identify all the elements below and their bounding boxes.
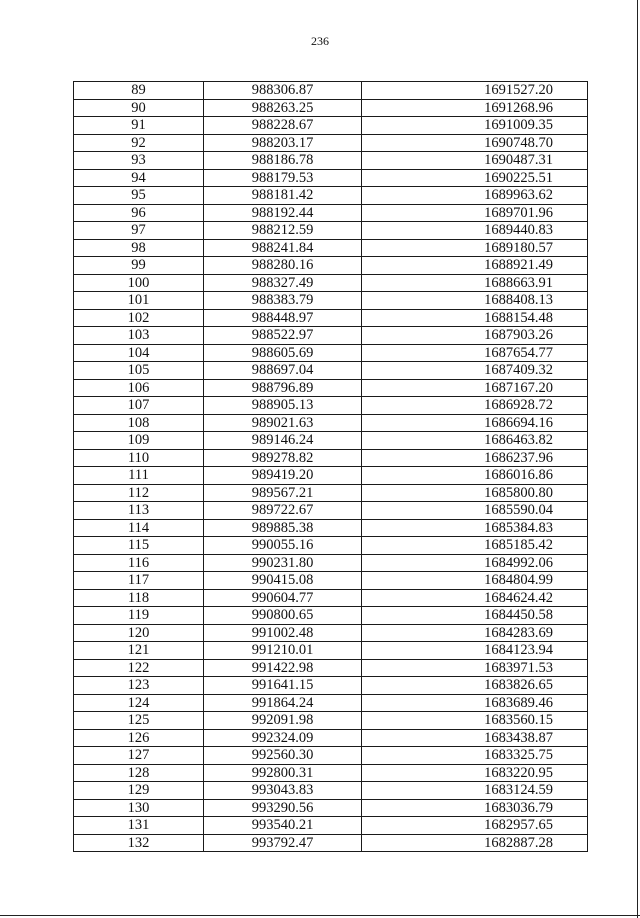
coordinate-y-cell: 1688408.13 [362, 292, 588, 310]
coordinate-x-cell: 990800.65 [204, 607, 362, 625]
coordinate-x-cell: 990231.80 [204, 554, 362, 572]
table-row [74, 729, 588, 747]
coordinate-y-cell: 1684283.69 [362, 624, 588, 642]
coordinate-x-cell: 991864.24 [204, 694, 362, 712]
table-row [74, 449, 588, 467]
table-row [74, 432, 588, 450]
point-number-cell: 127 [74, 747, 204, 765]
coordinate-x-cell: 989021.63 [204, 414, 362, 432]
table-row [74, 414, 588, 432]
coordinate-y-cell: 1685800.80 [362, 484, 588, 502]
coordinate-x-cell: 989146.24 [204, 432, 362, 450]
coordinate-y-cell: 1682957.65 [362, 817, 588, 835]
table-row [74, 764, 588, 782]
point-number-cell: 125 [74, 712, 204, 730]
point-number-cell: 122 [74, 659, 204, 677]
coordinate-y-cell: 1690748.70 [362, 134, 588, 152]
coordinate-y-cell: 1686016.86 [362, 467, 588, 485]
coordinate-y-cell: 1682887.28 [362, 834, 588, 852]
point-number-cell: 128 [74, 764, 204, 782]
table-row [74, 82, 588, 100]
table-row [74, 362, 588, 380]
point-number-cell: 95 [74, 187, 204, 205]
table-row [74, 344, 588, 362]
coordinate-y-cell: 1683325.75 [362, 747, 588, 765]
point-number-cell: 123 [74, 677, 204, 695]
table-row [74, 397, 588, 415]
coordinate-y-cell: 1685590.04 [362, 502, 588, 520]
table-row [74, 239, 588, 257]
table-row [74, 502, 588, 520]
point-number-cell: 114 [74, 519, 204, 537]
coordinate-x-cell: 990604.77 [204, 589, 362, 607]
point-number-cell: 99 [74, 257, 204, 275]
table-row [74, 642, 588, 660]
coordinate-y-cell: 1688663.91 [362, 274, 588, 292]
coordinate-x-cell: 992091.98 [204, 712, 362, 730]
coordinate-x-cell: 988241.84 [204, 239, 362, 257]
point-number-cell: 111 [74, 467, 204, 485]
point-number-cell: 94 [74, 169, 204, 187]
point-number-cell: 101 [74, 292, 204, 310]
point-number-cell: 98 [74, 239, 204, 257]
coordinate-y-cell: 1683971.53 [362, 659, 588, 677]
point-number-cell: 126 [74, 729, 204, 747]
coordinate-y-cell: 1691009.35 [362, 117, 588, 135]
point-number-cell: 90 [74, 99, 204, 117]
table-row [74, 484, 588, 502]
point-number-cell: 103 [74, 327, 204, 345]
coordinate-x-cell: 992800.31 [204, 764, 362, 782]
point-number-cell: 121 [74, 642, 204, 660]
coordinate-x-cell: 991641.15 [204, 677, 362, 695]
table-row [74, 117, 588, 135]
coordinate-x-cell: 988306.87 [204, 82, 362, 100]
table-row [74, 187, 588, 205]
point-number-cell: 118 [74, 589, 204, 607]
point-number-cell: 102 [74, 309, 204, 327]
table-row [74, 152, 588, 170]
point-number-cell: 104 [74, 344, 204, 362]
coordinate-x-cell: 993043.83 [204, 782, 362, 800]
table-row [74, 747, 588, 765]
table-row [74, 834, 588, 852]
coordinate-x-cell: 988228.67 [204, 117, 362, 135]
coordinate-x-cell: 990055.16 [204, 537, 362, 555]
point-number-cell: 91 [74, 117, 204, 135]
point-number-cell: 117 [74, 572, 204, 590]
coordinate-y-cell: 1683036.79 [362, 799, 588, 817]
coordinate-y-cell: 1688921.49 [362, 257, 588, 275]
table-row [74, 659, 588, 677]
point-number-cell: 109 [74, 432, 204, 450]
table-row [74, 292, 588, 310]
coordinate-y-cell: 1684624.42 [362, 589, 588, 607]
coordinate-x-cell: 988448.97 [204, 309, 362, 327]
coordinate-y-cell: 1691527.20 [362, 82, 588, 100]
coordinate-y-cell: 1684992.06 [362, 554, 588, 572]
point-number-cell: 108 [74, 414, 204, 432]
coordinate-y-cell: 1686237.96 [362, 449, 588, 467]
scan-edge-bottom [0, 915, 640, 916]
coordinate-y-cell: 1689701.96 [362, 204, 588, 222]
point-number-cell: 120 [74, 624, 204, 642]
coordinate-y-cell: 1683124.59 [362, 782, 588, 800]
coordinate-y-cell: 1686463.82 [362, 432, 588, 450]
table-row [74, 589, 588, 607]
coordinate-x-cell: 988212.59 [204, 222, 362, 240]
table-row [74, 379, 588, 397]
coordinate-x-cell: 992324.09 [204, 729, 362, 747]
coordinate-x-cell: 989885.38 [204, 519, 362, 537]
table-row [74, 799, 588, 817]
coordinate-y-cell: 1686928.72 [362, 397, 588, 415]
coordinate-x-cell: 993290.56 [204, 799, 362, 817]
coordinate-x-cell: 988697.04 [204, 362, 362, 380]
coordinate-x-cell: 991422.98 [204, 659, 362, 677]
point-number-cell: 129 [74, 782, 204, 800]
coordinate-y-cell: 1687903.26 [362, 327, 588, 345]
coordinate-y-cell: 1689963.62 [362, 187, 588, 205]
point-number-cell: 106 [74, 379, 204, 397]
point-number-cell: 113 [74, 502, 204, 520]
table-row [74, 467, 588, 485]
coordinate-x-cell: 989567.21 [204, 484, 362, 502]
point-number-cell: 116 [74, 554, 204, 572]
point-number-cell: 93 [74, 152, 204, 170]
point-number-cell: 100 [74, 274, 204, 292]
coordinate-x-cell: 989722.67 [204, 502, 362, 520]
coordinate-table [73, 81, 588, 852]
coordinate-y-cell: 1685185.42 [362, 537, 588, 555]
point-number-cell: 96 [74, 204, 204, 222]
table-row [74, 537, 588, 555]
coordinate-x-cell: 989419.20 [204, 467, 362, 485]
coordinate-x-cell: 988203.17 [204, 134, 362, 152]
table-row [74, 99, 588, 117]
coordinate-y-cell: 1689440.83 [362, 222, 588, 240]
point-number-cell: 107 [74, 397, 204, 415]
table-row [74, 274, 588, 292]
coordinate-x-cell: 988280.16 [204, 257, 362, 275]
point-number-cell: 110 [74, 449, 204, 467]
coordinate-y-cell: 1685384.83 [362, 519, 588, 537]
table-row [74, 554, 588, 572]
coordinate-x-cell: 993792.47 [204, 834, 362, 852]
scan-edge-right [637, 0, 638, 918]
coordinate-y-cell: 1690225.51 [362, 169, 588, 187]
coordinate-y-cell: 1683560.15 [362, 712, 588, 730]
coordinate-y-cell: 1684123.94 [362, 642, 588, 660]
table-row [74, 782, 588, 800]
table-row [74, 677, 588, 695]
coordinate-y-cell: 1691268.96 [362, 99, 588, 117]
point-number-cell: 97 [74, 222, 204, 240]
table-row [74, 607, 588, 625]
point-number-cell: 112 [74, 484, 204, 502]
page-number: 236 [311, 34, 329, 48]
coordinate-y-cell: 1684804.99 [362, 572, 588, 590]
point-number-cell: 124 [74, 694, 204, 712]
table-row [74, 204, 588, 222]
table-row [74, 572, 588, 590]
coordinate-x-cell: 991002.48 [204, 624, 362, 642]
point-number-cell: 92 [74, 134, 204, 152]
table-row [74, 134, 588, 152]
coordinate-y-cell: 1687167.20 [362, 379, 588, 397]
coordinate-x-cell: 988796.89 [204, 379, 362, 397]
point-number-cell: 132 [74, 834, 204, 852]
table-row [74, 327, 588, 345]
coordinate-y-cell: 1686694.16 [362, 414, 588, 432]
coordinate-x-cell: 988179.53 [204, 169, 362, 187]
point-number-cell: 131 [74, 817, 204, 835]
coordinate-x-cell: 988263.25 [204, 99, 362, 117]
coordinate-y-cell: 1683826.65 [362, 677, 588, 695]
coordinate-y-cell: 1690487.31 [362, 152, 588, 170]
coordinate-y-cell: 1683438.87 [362, 729, 588, 747]
coordinate-table-container [73, 81, 587, 852]
coordinate-x-cell: 988905.13 [204, 397, 362, 415]
point-number-cell: 119 [74, 607, 204, 625]
point-number-cell: 130 [74, 799, 204, 817]
point-number-cell: 115 [74, 537, 204, 555]
coordinate-y-cell: 1687409.32 [362, 362, 588, 380]
coordinate-y-cell: 1684450.58 [362, 607, 588, 625]
table-row [74, 519, 588, 537]
table-row [74, 817, 588, 835]
coordinate-table-body [74, 82, 588, 852]
coordinate-y-cell: 1683220.95 [362, 764, 588, 782]
table-row [74, 169, 588, 187]
point-number-cell: 105 [74, 362, 204, 380]
coordinate-x-cell: 988327.49 [204, 274, 362, 292]
table-row [74, 257, 588, 275]
coordinate-x-cell: 990415.08 [204, 572, 362, 590]
coordinate-x-cell: 988605.69 [204, 344, 362, 362]
coordinate-x-cell: 988181.42 [204, 187, 362, 205]
coordinate-x-cell: 988186.78 [204, 152, 362, 170]
coordinate-x-cell: 988383.79 [204, 292, 362, 310]
table-row [74, 309, 588, 327]
table-row [74, 712, 588, 730]
coordinate-x-cell: 988192.44 [204, 204, 362, 222]
coordinate-y-cell: 1687654.77 [362, 344, 588, 362]
coordinate-y-cell: 1683689.46 [362, 694, 588, 712]
coordinate-y-cell: 1688154.48 [362, 309, 588, 327]
table-row [74, 694, 588, 712]
coordinate-y-cell: 1689180.57 [362, 239, 588, 257]
table-row [74, 624, 588, 642]
point-number-cell: 89 [74, 82, 204, 100]
table-row [74, 222, 588, 240]
coordinate-x-cell: 993540.21 [204, 817, 362, 835]
coordinate-x-cell: 991210.01 [204, 642, 362, 660]
coordinate-x-cell: 989278.82 [204, 449, 362, 467]
coordinate-x-cell: 988522.97 [204, 327, 362, 345]
coordinate-x-cell: 992560.30 [204, 747, 362, 765]
